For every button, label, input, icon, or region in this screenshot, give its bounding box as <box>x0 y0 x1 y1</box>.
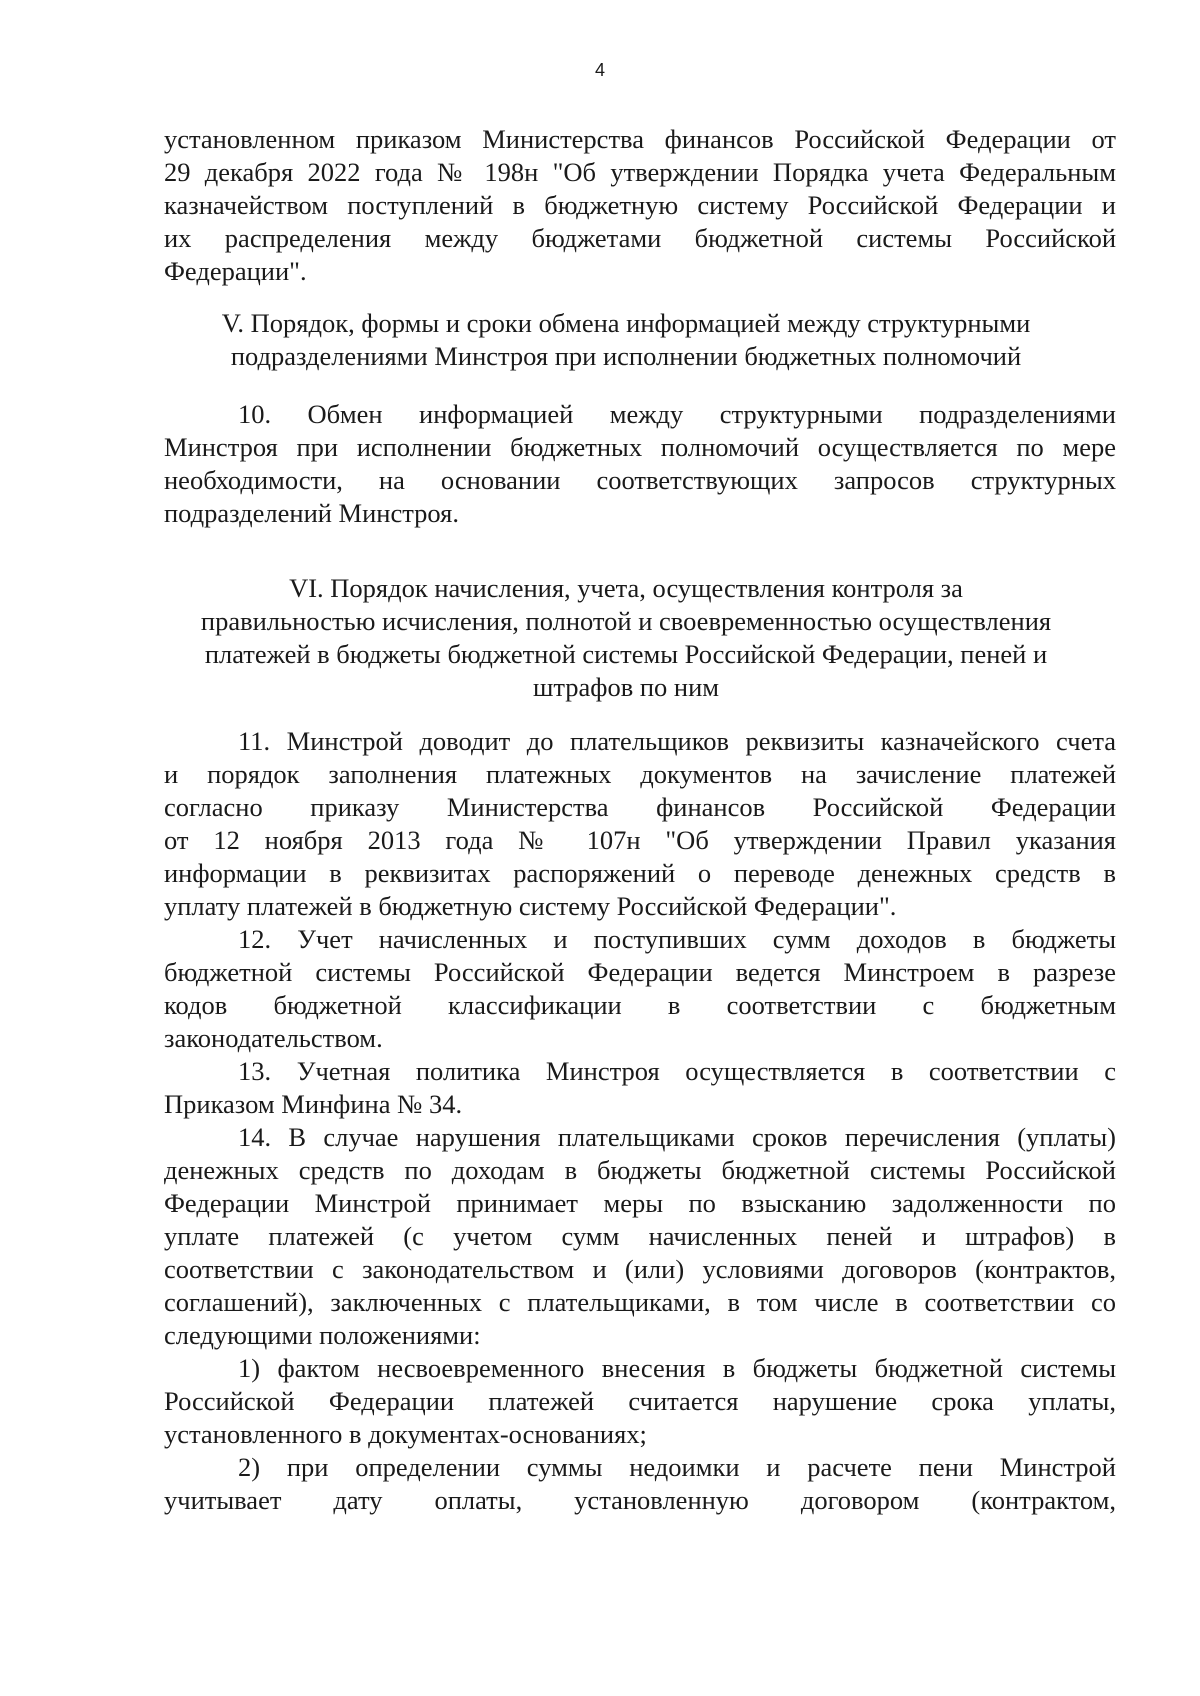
text-line: 1) фактом несвоевременного внесения в бюджеты бюджетной системы <box>238 1353 1116 1383</box>
paragraph-11 <box>164 725 1116 923</box>
heading-line: V. Порядок, формы и сроки обмена информацией между структурными <box>221 308 1031 338</box>
text-line: согласно приказу Министерства финансов Российской Федерации <box>164 792 1116 822</box>
text-line: Российской Федерации платежей считается нарушение срока уплаты, <box>164 1386 1116 1416</box>
text-line: их распределения между бюджетами бюджетной системы Российской <box>164 223 1116 253</box>
list-item-1 <box>164 1352 1116 1451</box>
heading-line: платежей в бюджеты бюджетной системы Российской Федерации, пеней и <box>204 639 1048 669</box>
text-line: 12. Учет начисленных и поступивших сумм доходов в бюджеты <box>238 924 1116 954</box>
text-line: уплату платежей в бюджетную систему Российской Федерации". <box>164 891 897 921</box>
text-line: уплате платежей (с учетом сумм начисленных пеней и штрафов) в <box>164 1221 1116 1251</box>
text-line: установленного в документах-основаниях; <box>164 1419 647 1449</box>
heading-line: VI. Порядок начисления, учета, осуществления контроля за <box>289 573 963 603</box>
paragraph-14 <box>164 1121 1116 1352</box>
text-line: соответствии с законодательством и (или) условиями договоров (контрактов, <box>164 1254 1116 1284</box>
text-line: учитывает дату оплаты, установленную договором (контрактом, <box>164 1485 1116 1515</box>
text-line: соглашений), заключенных с плательщиками, в том числе в соответствии со <box>164 1287 1116 1317</box>
page-number: 4 <box>594 60 605 80</box>
section-vi-heading <box>150 572 1102 704</box>
text-line: информации в реквизитах распоряжений о переводе денежных средств в <box>164 858 1116 888</box>
text-line: установленном приказом Министерства финансов Российской Федерации от <box>164 124 1116 154</box>
text-line: 11. Минстрой доводит до плательщиков реквизиты казначейского счета <box>238 726 1116 756</box>
text-line: Приказом Минфина № 34. <box>164 1089 463 1119</box>
text-line: необходимости, на основании соответствующих запросов структурных <box>164 465 1116 495</box>
paragraph-10 <box>164 398 1116 530</box>
text-line: 10. Обмен информацией между структурными подразделениями <box>238 399 1116 429</box>
text-line: 13. Учетная политика Минстроя осуществляется в соответствии с <box>238 1056 1116 1086</box>
text-line: следующими положениями: <box>164 1320 481 1350</box>
text-line: 2) при определении суммы недоимки и расчете пени Минстрой <box>238 1452 1116 1482</box>
text-line: законодательством. <box>164 1023 383 1053</box>
text-line: от 12 ноября 2013 года № 107н "Об утверждении Правил указания <box>164 825 1116 855</box>
heading-line: подразделениями Минстроя при исполнении бюджетных полномочий <box>230 341 1022 371</box>
heading-line: штрафов по ним <box>532 672 720 702</box>
text-line: подразделений Минстроя. <box>164 498 459 528</box>
text-line: Федерации". <box>164 256 307 286</box>
text-line: и порядок заполнения платежных документов на зачисление платежей <box>164 759 1116 789</box>
text-line: денежных средств по доходам в бюджеты бюджетной системы Российской <box>164 1155 1116 1185</box>
paragraph-intro <box>164 123 1116 288</box>
text-line: Минстроя при исполнении бюджетных полномочий осуществляется по мере <box>164 432 1116 462</box>
paragraph-13 <box>164 1055 1116 1121</box>
text-line: 14. В случае нарушения плательщиками сроков перечисления (уплаты) <box>238 1122 1116 1152</box>
text-line: Федерации Минстрой принимает меры по взысканию задолженности по <box>164 1188 1116 1218</box>
text-line: 29 декабря 2022 года № 198н "Об утверждении Порядка учета Федеральным <box>164 157 1116 187</box>
list-item-2 <box>164 1451 1116 1517</box>
paragraph-12 <box>164 923 1116 1055</box>
heading-line: правильностью исчисления, полнотой и своевременностью осуществления <box>200 606 1052 636</box>
text-line: кодов бюджетной классификации в соответствии с бюджетным <box>164 990 1116 1020</box>
text-line: казначейством поступлений в бюджетную систему Российской Федерации и <box>164 190 1116 220</box>
section-v-heading <box>150 307 1102 373</box>
text-line: бюджетной системы Российской Федерации ведется Минстроем в разрезе <box>164 957 1116 987</box>
